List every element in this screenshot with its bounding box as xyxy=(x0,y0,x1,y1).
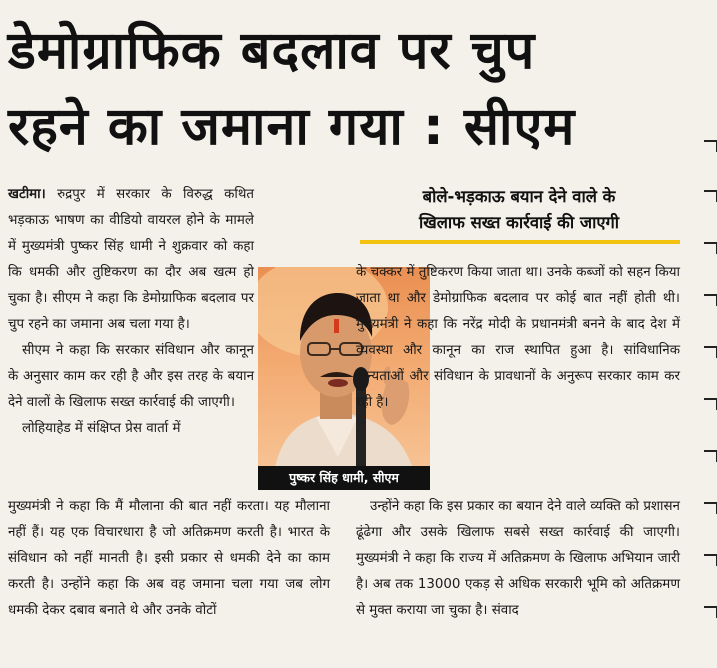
adjacent-column-edge xyxy=(700,130,717,668)
subheadline-line-1: बोले-भड़काऊ बयान देने वाले के xyxy=(422,187,616,206)
photo-caption: पुष्कर सिंह धामी, सीएम xyxy=(258,466,430,490)
article-paragraph-1 xyxy=(8,182,254,338)
article-column-3 xyxy=(356,260,680,416)
adjacent-glyph xyxy=(704,294,717,306)
subheadline-line-2: खिलाफ सख्त कार्रवाई की जाएगी xyxy=(418,213,620,232)
adjacent-glyph xyxy=(704,190,717,202)
adjacent-glyph xyxy=(704,140,717,152)
adjacent-glyph xyxy=(704,606,717,618)
article-paragraph-2: सीएम ने कहा कि सरकार संविधान और कानून के अनुसार काम कर रही है और इस तरह के बयान देने वालों के खिलाफ सख्त कार्रवाई की जाएगी। xyxy=(8,343,254,410)
article-column-1 xyxy=(8,182,254,442)
article-paragraph-3: लोहियाहेड में संक्षिप्त प्रेस वार्ता में xyxy=(22,421,181,436)
subheadline xyxy=(360,184,678,236)
adjacent-glyph xyxy=(704,450,717,462)
article-paragraph-1-text: रुद्रपुर में सरकार के विरुद्ध कथित भड़काऊ भाषण का वीडियो वायरल होने के मामले में मुख्यमंत्री पुष्कर सिंह धामी ने शुक्रवार को कहा कि धमकी और तुष्टिकरण का दौर अब खत्म हो चुका है। सीएम ने कहा कि डेमोग्राफिक बदलाव पर चुप रहने का जमाना अब चला गया है। xyxy=(8,187,255,332)
headline-line-1: डेमोग्राफिक बदलाव पर चुप xyxy=(8,21,536,81)
adjacent-glyph xyxy=(704,502,717,514)
article-column-1-lower xyxy=(8,494,330,624)
adjacent-glyph xyxy=(704,242,717,254)
article-paragraph-5: के चक्कर में तुष्टिकरण किया जाता था। उनके कब्जों को सहन किया जाता था और डेमोग्राफिक बदलाव पर कोई बात नहीं होती थी। मुख्यमंत्री ने कहा कि नरेंद्र मोदी के प्रधानमंत्री बनने के बाद देश में व्यवस्था और कानून का राज स्थापित हुआ है। सांविधानिक मान्यताओं और संविधान के प्रावधानों के अनुरूप सरकार काम कर रही है। xyxy=(356,265,680,410)
adjacent-glyph xyxy=(704,346,717,358)
article-paragraph-6: उन्होंने कहा कि इस प्रकार का बयान देने वाले व्यक्ति को प्रशासन ढूंढेगा और उसके खिलाफ सबसे सख्त कार्रवाई की जाएगी। मुख्यमंत्री ने कहा कि राज्य में अतिक्रमण के खिलाफ अभियान जारी है। अब तक 13000 एकड़ से अधिक सरकारी भूमि को अतिक्रमण से मुक्त कराया जा चुका है। संवाद xyxy=(356,499,680,618)
article-paragraph-4: मुख्यमंत्री ने कहा कि मैं मौलाना की बात नहीं करता। यह मौलाना नहीं हैं। यह एक विचारधारा है जो अतिक्रमण करती है। भारत के संविधान को नहीं मानती है। इसी प्रकार से धमकी देने का काम करती है। उन्होंने कहा कि अब वह जमाना चला गया जब लोग धमकी देकर दबाव बनाते थे और उनके वोटों xyxy=(8,499,330,618)
dateline: खटीमा। xyxy=(8,187,46,202)
adjacent-glyph xyxy=(704,554,717,566)
adjacent-glyph xyxy=(704,398,717,410)
subheadline-highlight-rule xyxy=(360,240,680,244)
article-column-3-lower xyxy=(356,494,680,624)
headline-line-2: रहने का जमाना गया : सीएम xyxy=(8,97,576,157)
